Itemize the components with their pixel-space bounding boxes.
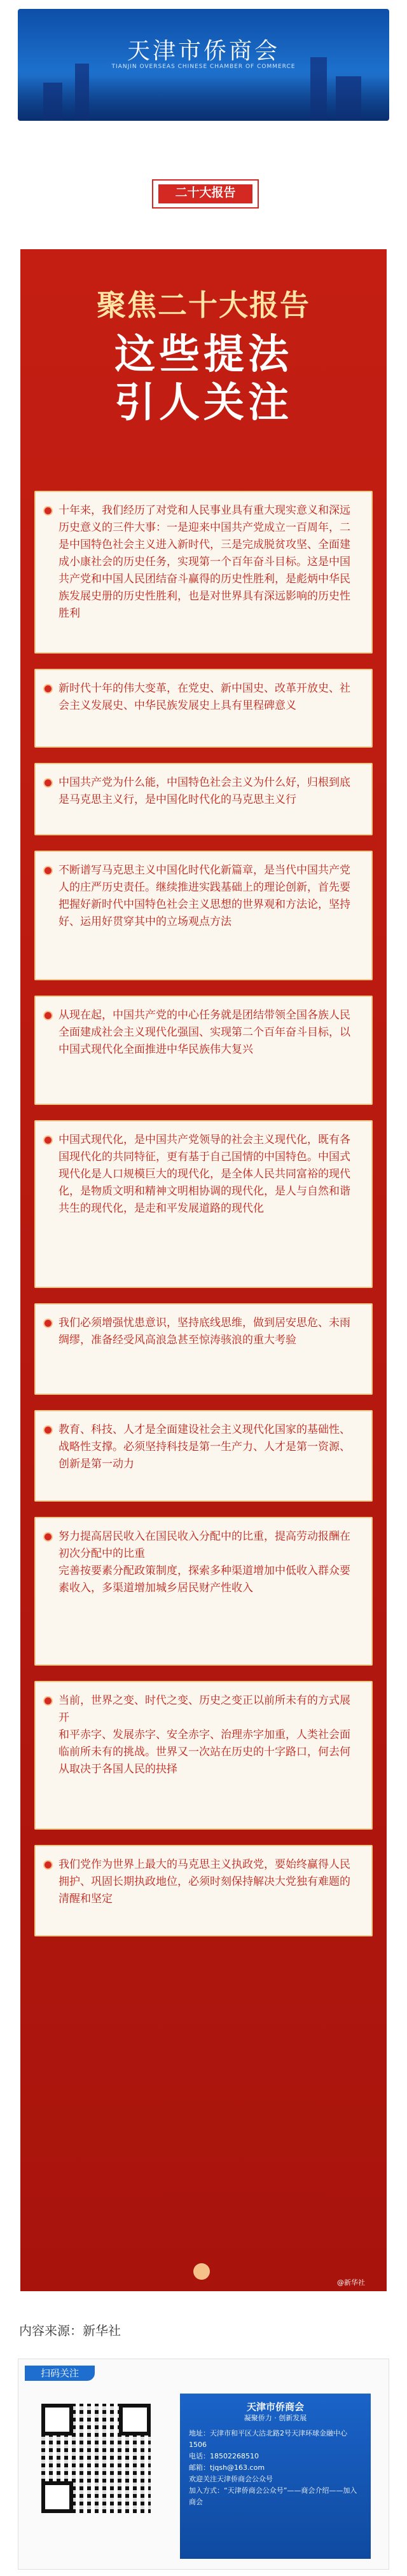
banner-title: 天津市侨商会 [127,38,280,64]
point-item [43,862,356,931]
point-card [34,851,373,980]
point-text: 不断谱写马克思主义中国化时代化新篇章，是当代中国共产党人的庄严历史责任。继续推进实践基础上的理论创新，首先要把握好新时代中国特色社会主义思想的世界观和方法论，坚持好、运用好贯穿其中的立场观点方法 [59,864,350,928]
bullet-icon [43,778,53,788]
city-skyline [18,70,389,121]
poster-headline [27,331,380,427]
point-item [43,774,356,809]
points-list [34,491,373,2258]
bullet-icon [43,1532,53,1542]
section-tag [152,179,259,209]
bullet-icon [43,1696,53,1706]
chamber-card-line: 地址：天津市和平区大沽北路2号天津环球金融中心1506 [189,2429,347,2449]
qr-code[interactable] [41,2404,151,2513]
bullet-icon [43,1425,53,1435]
chamber-card-line: 加入方式：“天津侨商会公众号”——商会介绍——加入商会 [189,2486,357,2506]
point-card [34,491,373,654]
point-text: 新时代十年的伟大变革，在党史、新中国史、改革开放史、社会主义发展史、中华民族发展史上具有里程碑意义 [59,682,350,712]
point-text: 十年来，我们经历了对党和人民事业具有重大现实意义和深远历史意义的三件大事：一是迎来中国共产党成立一百周年，二是中国特色社会主义进入新时代，三是完成脱贫攻坚、全面建成小康社会的历史任务，实现第一个百年奋斗目标。这是中国共产党和中国人民团结奋斗赢得的历史性胜利，是彪炳中华民族发展史册的历史性胜利，也是对世界具有深远影响的历史性胜利 [59,504,350,620]
poster-title: 聚焦二十大报告 [97,288,310,322]
bullet-icon [43,506,53,516]
point-card [34,1303,373,1395]
headline-line-1: 这些提法 [114,331,293,378]
report-poster [20,249,387,2291]
bullet-icon [43,1319,53,1328]
xinhua-credit: @新华社 [337,2278,365,2287]
banner-subtitle: TIANJIN OVERSEAS CHINESE CHAMBER OF COMMERCE [111,64,296,70]
point-text: 中国共产党为什么能，中国特色社会主义为什么好，归根到底是马克思主义行，是中国化时代化的马克思主义行 [59,776,350,806]
point-card [34,1120,373,1288]
bullet-icon [43,1135,53,1145]
point-text: 从现在起，中国共产党的中心任务就是团结带领全国各族人民全面建成社会主义现代化强国、实现第二个百年奋斗目标，以中国式现代化全面推进中华民族伟大复兴 [59,1009,350,1056]
chamber-card [180,2394,371,2559]
emblem-icon [193,2263,210,2280]
point-item [43,1315,356,1349]
point-card [34,1517,373,1666]
follow-heading: 扫码关注 [25,2366,95,2381]
bullet-icon [43,684,53,694]
point-text: 当前，世界之变、时代之变、历史之变正以前所未有的方式展开 和平赤字、发展赤字、安全赤字、治理赤字加重，人类社会面临前所未有的挑战。世界又一次站在历史的十字路口，何去何从取决于各国人民的抉择 [59,1694,350,1776]
chamber-card-line: 欢迎关注天津侨商会公众号 [189,2475,273,2483]
point-card [34,1681,373,1830]
point-text: 我们党作为世界上最大的马克思主义执政党，要始终赢得人民拥护、巩固长期执政地位，必须时刻保持解决大党独有难题的清醒和坚定 [59,1858,350,1905]
point-text: 教育、科技、人才是全面建设社会主义现代化国家的基础性、战略性支撑。必须坚持科技是第一生产力、人才是第一资源、创新是第一动力 [59,1423,350,1470]
follow-section [18,2359,389,2570]
point-text: 努力提高居民收入在国民收入分配中的比重，提高劳动报酬在初次分配中的比重 完善按要素分配政策制度，探索多种渠道增加中低收入群众要素收入，多渠道增加城乡居民财产性收入 [59,1530,350,1594]
point-card [34,1845,373,1936]
point-item [43,502,356,622]
header-banner [18,9,389,121]
bullet-icon [43,1860,53,1870]
point-item [43,1528,356,1597]
point-item [43,1856,356,1908]
point-item [43,1692,356,1778]
content-source: 内容来源：新华社 [19,2323,121,2338]
point-item [43,1132,356,1217]
headline-line-2: 引人关注 [114,380,293,427]
bullet-icon [43,1011,53,1020]
section-tag-label: 二十大报告 [158,184,252,203]
chamber-card-line: 邮箱：tjqsh@163.com [189,2463,265,2472]
point-item [43,1007,356,1058]
point-card [34,996,373,1105]
chamber-card-line: 电话：18502268510 [189,2452,259,2460]
point-text: 我们必须增强忧患意识，坚持底线思维，做到居安思危、未雨绸缪，准备经受风高浪急甚至惊涛骇浪的重大考验 [59,1317,350,1346]
point-card [34,763,373,835]
chamber-card-slogan: 凝聚侨力 · 创新发展 [244,2414,307,2422]
point-card [34,1410,373,1502]
point-text: 中国式现代化，是中国共产党领导的社会主义现代化，既有各国现代化的共同特征，更有基于自己国情的中国特色。中国式现代化是人口规模巨大的现代化，是全体人民共同富裕的现代化，是物质文明和精神文明相协调的现代化，是人与自然和谐共生的现代化，是走和平发展道路的现代化 [59,1134,350,1215]
poster-hero [27,249,380,478]
point-item [43,680,356,715]
point-item [43,1422,356,1473]
point-card [34,669,373,748]
chamber-card-title: 天津市侨商会 [246,2401,304,2413]
bullet-icon [43,866,53,875]
